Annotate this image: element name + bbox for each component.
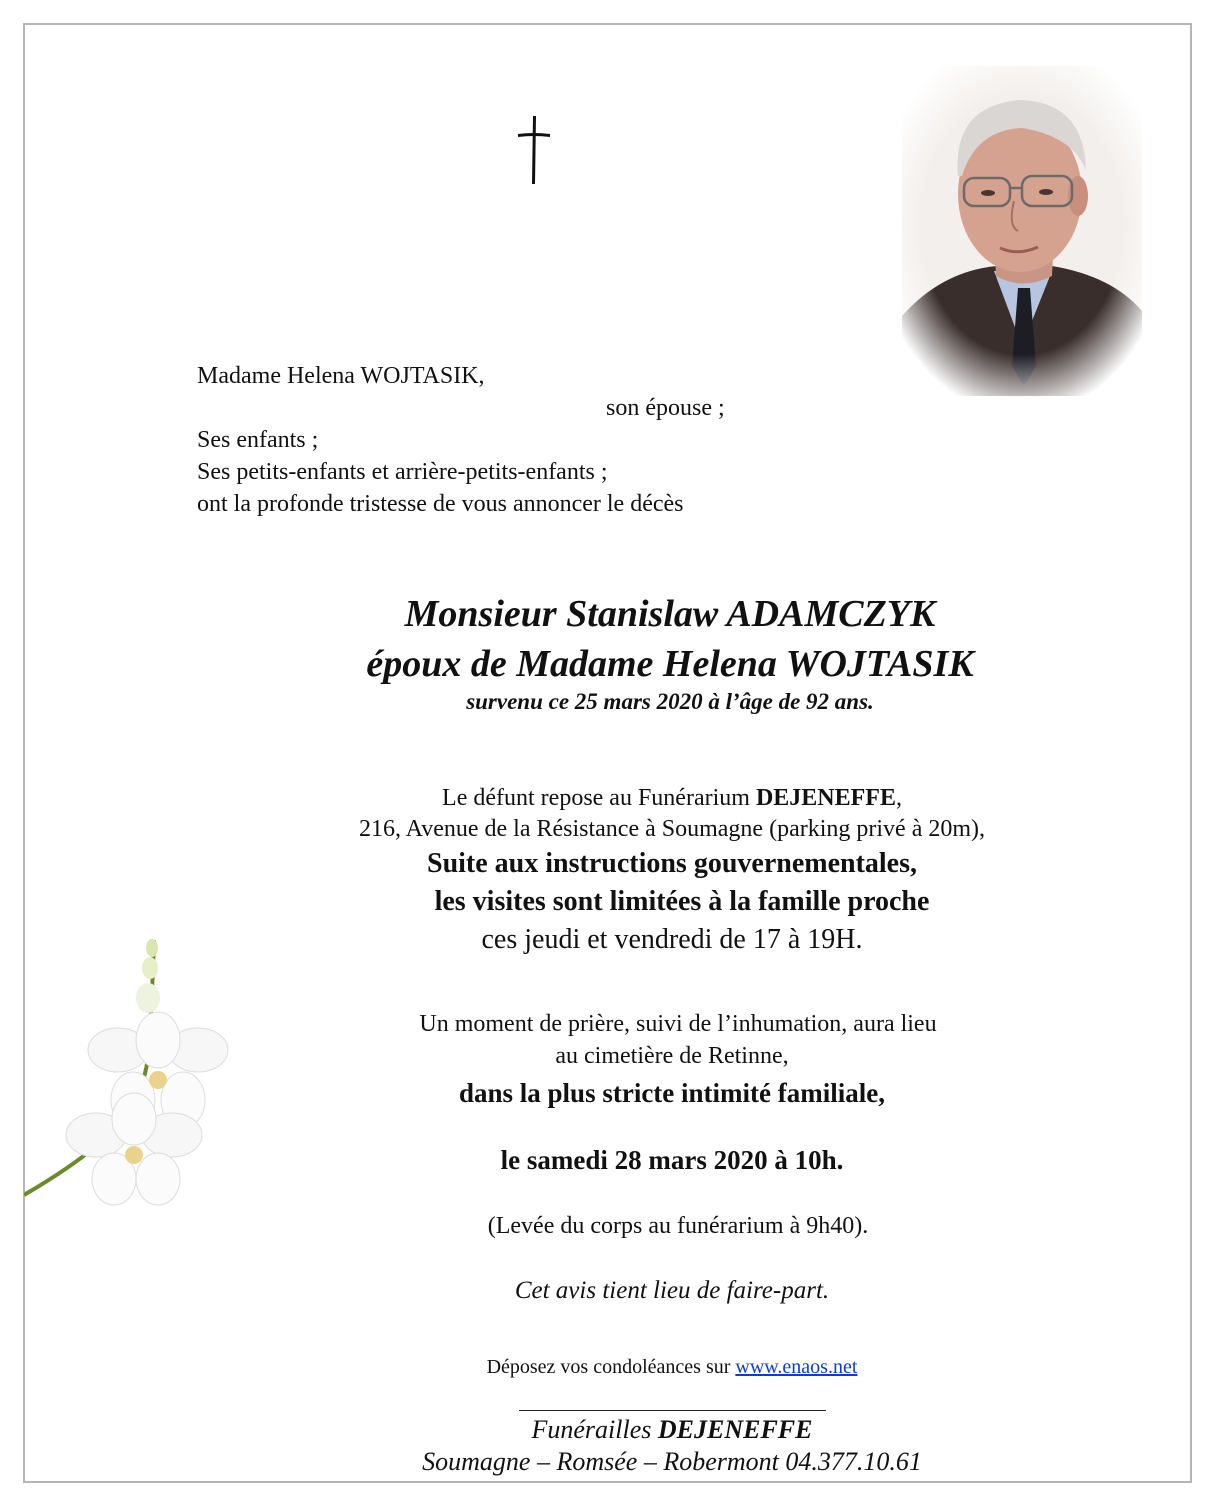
family-line-children: Ses enfants ; — [197, 427, 319, 453]
portrait-photo — [902, 66, 1142, 396]
funeral-home-locations: Soumagne – Romsée – Robermont 04.377.10.61 — [422, 1447, 922, 1476]
visitation-instructions: Suite aux instructions gouvernementales, — [427, 848, 917, 879]
family-line-spouse: son épouse ; — [606, 395, 725, 421]
funerarium-name: DEJENEFFE — [755, 785, 896, 811]
visitation-address: 216, Avenue de la Résistance à Soumagne (parking privé à 20m), — [358, 816, 986, 842]
visitation-hours: ces jeudi et vendredi de 17 à 19H. — [481, 924, 863, 955]
condolences-link[interactable]: www.enaos.net — [735, 1356, 858, 1378]
deceased-date: survenu ce 25 mars 2020 à l’âge de 92 ans. — [466, 689, 874, 714]
visitation-line-1: Le défunt repose au Funérarium DEJENEFFE, — [442, 785, 902, 811]
signature-rule — [519, 1410, 826, 1411]
deceased-spouse: époux de Madame Helena WOJTASIK — [366, 643, 974, 685]
funeral-home-name: DEJENEFFE — [657, 1415, 813, 1444]
orchid-image — [24, 930, 284, 1220]
deceased-name: Monsieur Stanislaw ADAMCZYK — [404, 593, 936, 635]
visitation-limits: les visites sont limitées à la famille proche — [434, 886, 930, 917]
ceremony-notice: Cet avis tient lieu de faire-part. — [514, 1277, 830, 1304]
ceremony-levee: (Levée du corps au funérarium à 9h40). — [487, 1213, 869, 1239]
ceremony-date: le samedi 28 mars 2020 à 10h. — [500, 1145, 844, 1175]
family-line-grandchildren: Ses petits-enfants et arrière-petits-enfants ; — [197, 459, 608, 485]
family-line-widow: Madame Helena WOJTASIK, — [197, 363, 485, 389]
cross-icon — [514, 114, 554, 186]
ceremony-intimacy: dans la plus stricte intimité familiale, — [459, 1078, 885, 1108]
ceremony-line-1: Un moment de prière, suivi de l’inhumation, aura lieu — [419, 1011, 937, 1037]
ceremony-cemetery: au cimetière de Retinne, — [555, 1043, 789, 1069]
family-line-announcement: ont la profonde tristesse de vous annoncer le décès — [197, 491, 684, 517]
funeral-home-title: Funérailles DEJENEFFE — [531, 1415, 813, 1444]
condolences-line: Déposez vos condoléances sur www.enaos.net — [486, 1356, 858, 1378]
